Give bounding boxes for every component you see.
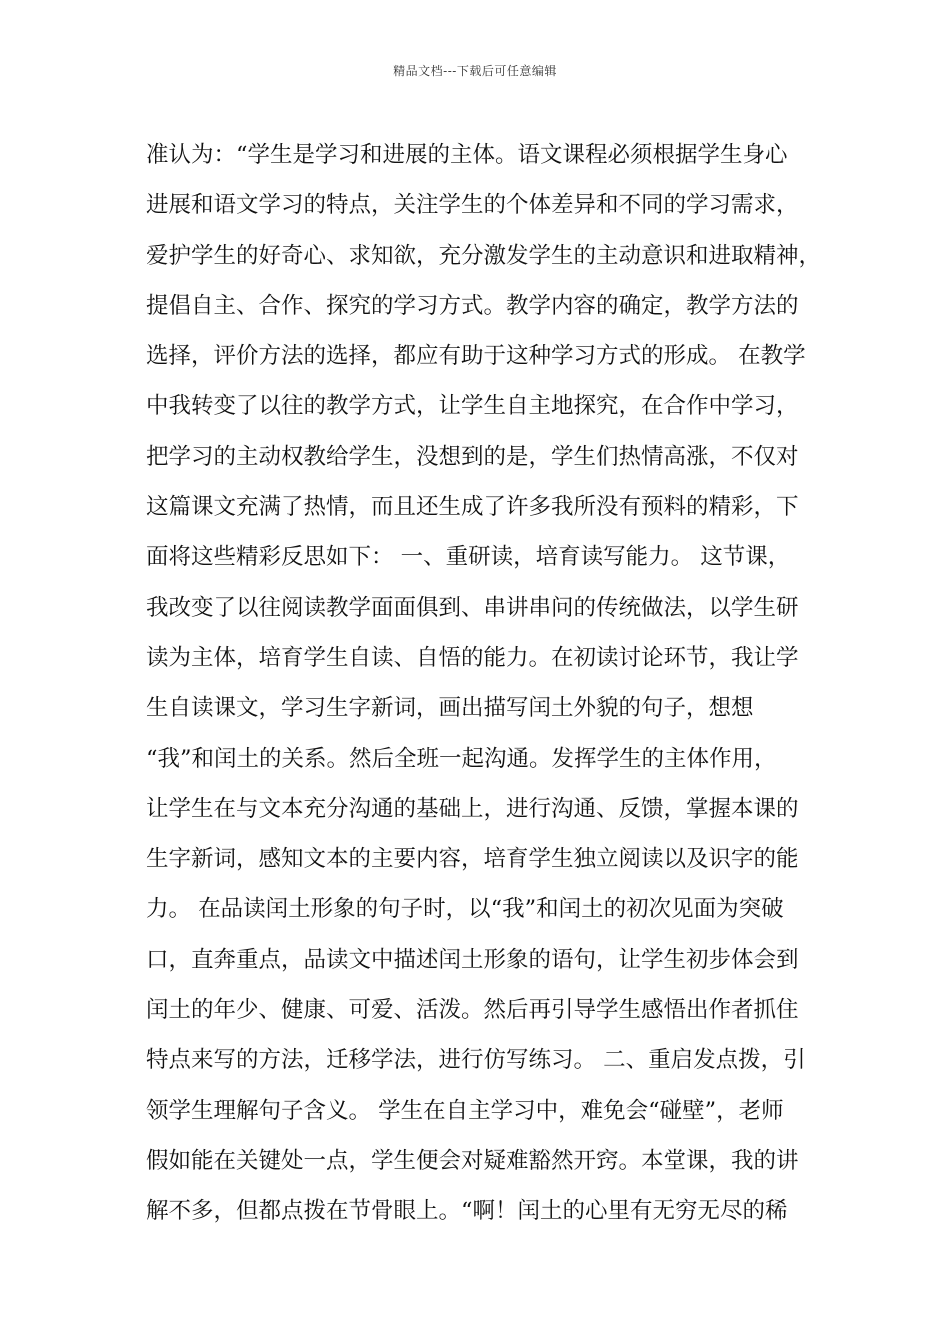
text-line: 提倡自主、合作、探究的学习方式。教学内容的确定，教学方法的 — [146, 292, 799, 319]
text-line: 这篇课文充满了热情，而且还生成了许多我所没有预料的精彩，下 — [146, 494, 799, 521]
text-line: 解不多，但都点拨在节骨眼上。“啊！闰土的心里有无穷无尽的稀 — [146, 1198, 788, 1225]
text-line: 特点来写的方法，迁移学法，进行仿写练习。 二、重启发点拨，引 — [146, 1047, 806, 1074]
text-line: 爱护学生的好奇心、求知欲，充分激发学生的主动意识和进取精神， — [146, 242, 822, 269]
text-line: 读为主体，培育学生自读、自悟的能力。在初读讨论环节，我让学 — [146, 644, 799, 671]
text-line: 生自读课文，学习生字新词，画出描写闰土外貌的句子，想想 — [146, 695, 754, 722]
page-header: 精品文档---下载后可任意编辑 — [393, 64, 557, 78]
text-line: 让学生在与文本充分沟通的基础上，进行沟通、反馈，掌握本课的 — [146, 795, 799, 822]
text-line: 进展和语文学习的特点，关注学生的个体差异和不同的学习需求， — [146, 192, 799, 219]
text-line: 把学习的主动权教给学生，没想到的是，学生们热情高涨，不仅对 — [146, 443, 799, 470]
body-text — [146, 130, 826, 1237]
text-line: 生字新词，感知文本的主要内容，培育学生独立阅读以及识字的能 — [146, 846, 799, 873]
text-line: 面将这些精彩反思如下： 一、重研读，培育读写能力。 这节课， — [146, 544, 791, 571]
text-line: 准认为：“学生是学习和进展的主体。语文课程必须根据学生身心 — [146, 142, 788, 168]
text-line: 口，直奔重点，品读文中描述闰土形象的语句，让学生初步体会到 — [146, 946, 799, 973]
text-line: 领学生理解句子含义。 学生在自主学习中，难免会“碰壁”，老师 — [146, 1097, 784, 1124]
text-line: 闰土的年少、健康、可爱、活泼。然后再引导学生感悟出作者抓住 — [146, 997, 799, 1024]
text-line: 我改变了以往阅读教学面面俱到、串讲串问的传统做法，以学生研 — [146, 594, 799, 621]
text-line: 选择，评价方法的选择，都应有助于这种学习方式的形成。 在教学 — [146, 343, 806, 370]
text-line: 力。 在品读闰土形象的句子时，以“我”和闰土的初次见面为突破 — [146, 896, 784, 923]
text-line: 假如能在关键处一点，学生便会对疑难豁然开窍。本堂课，我的讲 — [146, 1147, 799, 1174]
text-line: 中我转变了以往的教学方式，让学生自主地探究，在合作中学习， — [146, 393, 799, 420]
text-line: “我”和闰土的关系。然后全班一起沟通。发挥学生的主体作用， — [146, 745, 777, 772]
